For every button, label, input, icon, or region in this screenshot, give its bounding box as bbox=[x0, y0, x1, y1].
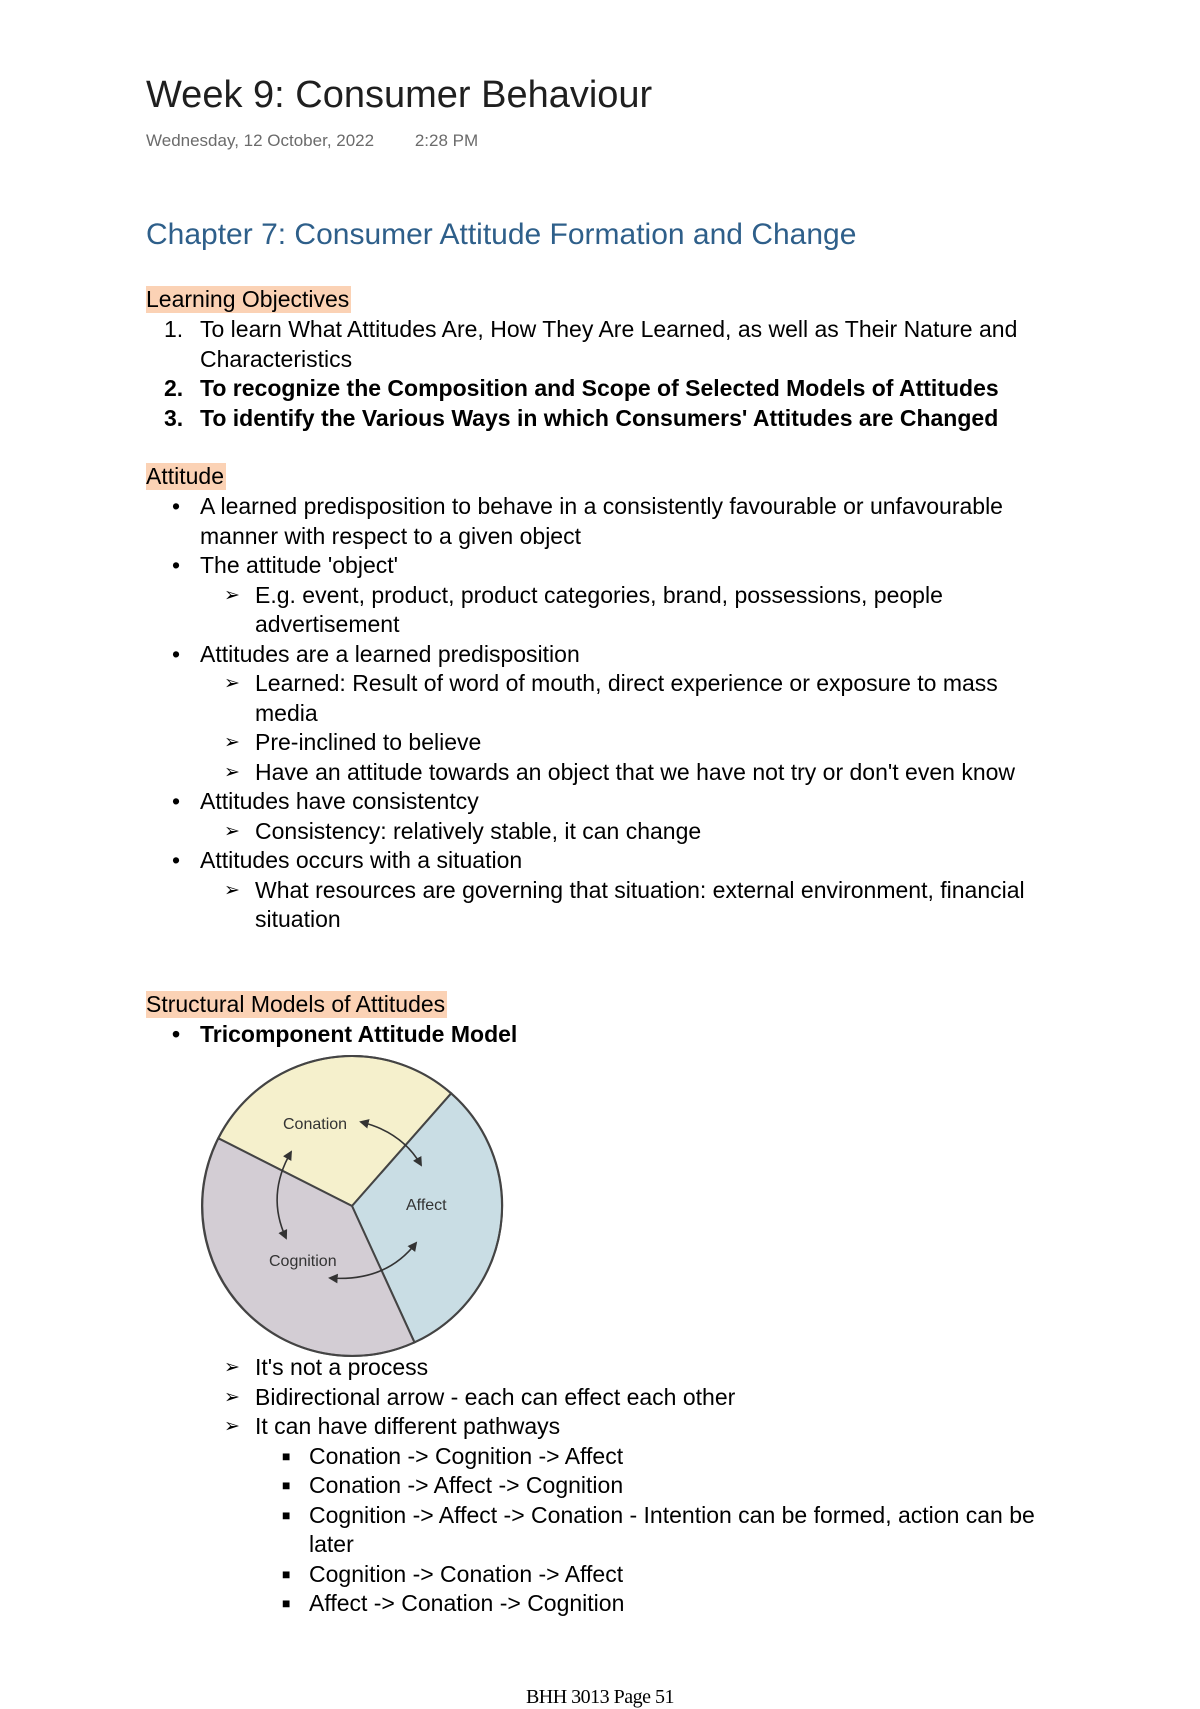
arrow-bullet-icon: ➢ bbox=[224, 820, 240, 842]
cognition-label: Cognition bbox=[269, 1253, 337, 1270]
pathway-text: Conation -> Affect -> Cognition bbox=[309, 1472, 624, 1498]
arrow-bullet-icon: ➢ bbox=[224, 732, 240, 753]
learning-objectives-list bbox=[146, 315, 1066, 433]
sub-list-item bbox=[146, 876, 1066, 935]
arrow-bullet-icon: ➢ bbox=[224, 584, 240, 606]
pathway-text: Affect -> Conation -> Cognition bbox=[309, 1590, 625, 1616]
list-item: • Attitudes occurs with a situation bbox=[146, 846, 1066, 876]
pathway-item bbox=[146, 1589, 1066, 1619]
objective-text: To learn What Attitudes Are, How They Are Learned, as well as Their Nature and Characteristics bbox=[200, 316, 1018, 372]
arrow-bullet-icon: ➢ bbox=[224, 673, 240, 694]
attitude-heading bbox=[146, 463, 226, 490]
structural-models-list bbox=[146, 1020, 1066, 1050]
sub-list-text: What resources are governing that situation: external environment, financial situation bbox=[255, 876, 1025, 932]
list-item: • Attitudes are a learned predisposition bbox=[146, 640, 1066, 670]
arrow-bullet-icon: ➢ bbox=[224, 879, 240, 901]
pathway-item bbox=[146, 1560, 1066, 1590]
square-bullet-icon: ■ bbox=[282, 1477, 291, 1493]
pathway-item bbox=[146, 1442, 1066, 1472]
learning-objectives-heading bbox=[146, 286, 351, 313]
sub-list-item bbox=[146, 1412, 1066, 1442]
sub-list-text: Pre-inclined to believe bbox=[255, 729, 482, 755]
objective-text: To recognize the Composition and Scope of Selected Models of Attitudes bbox=[200, 375, 999, 401]
objective-text: To identify the Various Ways in which Consumers' Attitudes are Changed bbox=[200, 404, 999, 431]
sub-list-text: E.g. event, product, product categories, brand, possessions, people advertisement bbox=[255, 581, 943, 637]
pathway-text: Conation -> Cognition -> Affect bbox=[309, 1442, 624, 1469]
pathway-text: Cognition -> Conation -> Affect bbox=[309, 1560, 624, 1587]
sub-list-item bbox=[146, 1383, 1066, 1413]
arrow-bullet-icon: ➢ bbox=[224, 761, 240, 783]
arrow-bullet-icon: ➢ bbox=[224, 1386, 240, 1408]
chapter-heading: Chapter 7: Consumer Attitude Formation and Change bbox=[146, 218, 857, 251]
sub-list-text: Learned: Result of word of mouth, direct experience or exposure to mass media bbox=[255, 670, 998, 726]
pathway-item bbox=[146, 1471, 1066, 1501]
list-item: • The attitude 'object' bbox=[146, 551, 1066, 581]
sub-list-text: It's not a process bbox=[255, 1354, 429, 1380]
list-item: • A learned predisposition to behave in a consistently favourable or unfavourable manner with respect to a given object bbox=[146, 492, 1066, 551]
page-title: Week 9: Consumer Behaviour bbox=[146, 74, 653, 116]
square-bullet-icon: ■ bbox=[282, 1447, 291, 1464]
objective-number: 2. bbox=[164, 375, 184, 401]
tricomponent-notes bbox=[146, 1353, 1066, 1619]
structural-models-label: Structural Models of Attitudes bbox=[146, 991, 446, 1017]
objective-item bbox=[146, 374, 1066, 404]
page-footer: BHH 3013 Page 51 bbox=[525, 1686, 675, 1708]
objective-item bbox=[146, 404, 1066, 434]
sub-list-item bbox=[146, 669, 1066, 728]
sub-list-item bbox=[146, 1353, 1066, 1383]
page-date: Wednesday, 12 October, 2022 bbox=[146, 131, 375, 150]
tricomponent-diagram bbox=[196, 1050, 508, 1362]
list-item: • Tricomponent Attitude Model bbox=[146, 1020, 1066, 1050]
list-item: • Attitudes have consistentcy bbox=[146, 787, 1066, 817]
arrow-bullet-icon: ➢ bbox=[224, 1357, 240, 1378]
sub-list-text: Have an attitude towards an object that we have not try or don't even know bbox=[255, 758, 1016, 785]
objective-number: 1. bbox=[164, 316, 184, 342]
square-bullet-icon: ■ bbox=[282, 1506, 291, 1523]
pathway-text: Cognition -> Affect -> Conation - Intention can be formed, action can be later bbox=[309, 1501, 1035, 1557]
attitude-label: Attitude bbox=[146, 463, 224, 489]
arrow-bullet-icon: ➢ bbox=[224, 1416, 240, 1437]
sub-list-item bbox=[146, 758, 1066, 788]
affect-label: Affect bbox=[406, 1197, 447, 1214]
objective-number: 3. bbox=[164, 404, 184, 431]
page-time: 2:28 PM bbox=[414, 131, 479, 150]
objective-item bbox=[146, 315, 1066, 374]
conation-label: Conation bbox=[283, 1116, 348, 1133]
square-bullet-icon: ■ bbox=[282, 1595, 291, 1611]
sub-list-item bbox=[146, 581, 1066, 640]
sub-list-text: It can have different pathways bbox=[255, 1413, 561, 1439]
sub-list-item bbox=[146, 817, 1066, 847]
sub-list-text: Bidirectional arrow - each can effect each other bbox=[255, 1383, 736, 1410]
structural-models-heading bbox=[146, 991, 447, 1018]
square-bullet-icon: ■ bbox=[282, 1565, 291, 1582]
page-meta bbox=[146, 131, 478, 151]
attitude-list bbox=[146, 492, 1066, 935]
sub-list-item bbox=[146, 728, 1066, 758]
pathway-item bbox=[146, 1501, 1066, 1560]
learning-objectives-label: Learning Objectives bbox=[146, 286, 350, 312]
sub-list-text: Consistency: relatively stable, it can change bbox=[255, 817, 702, 844]
